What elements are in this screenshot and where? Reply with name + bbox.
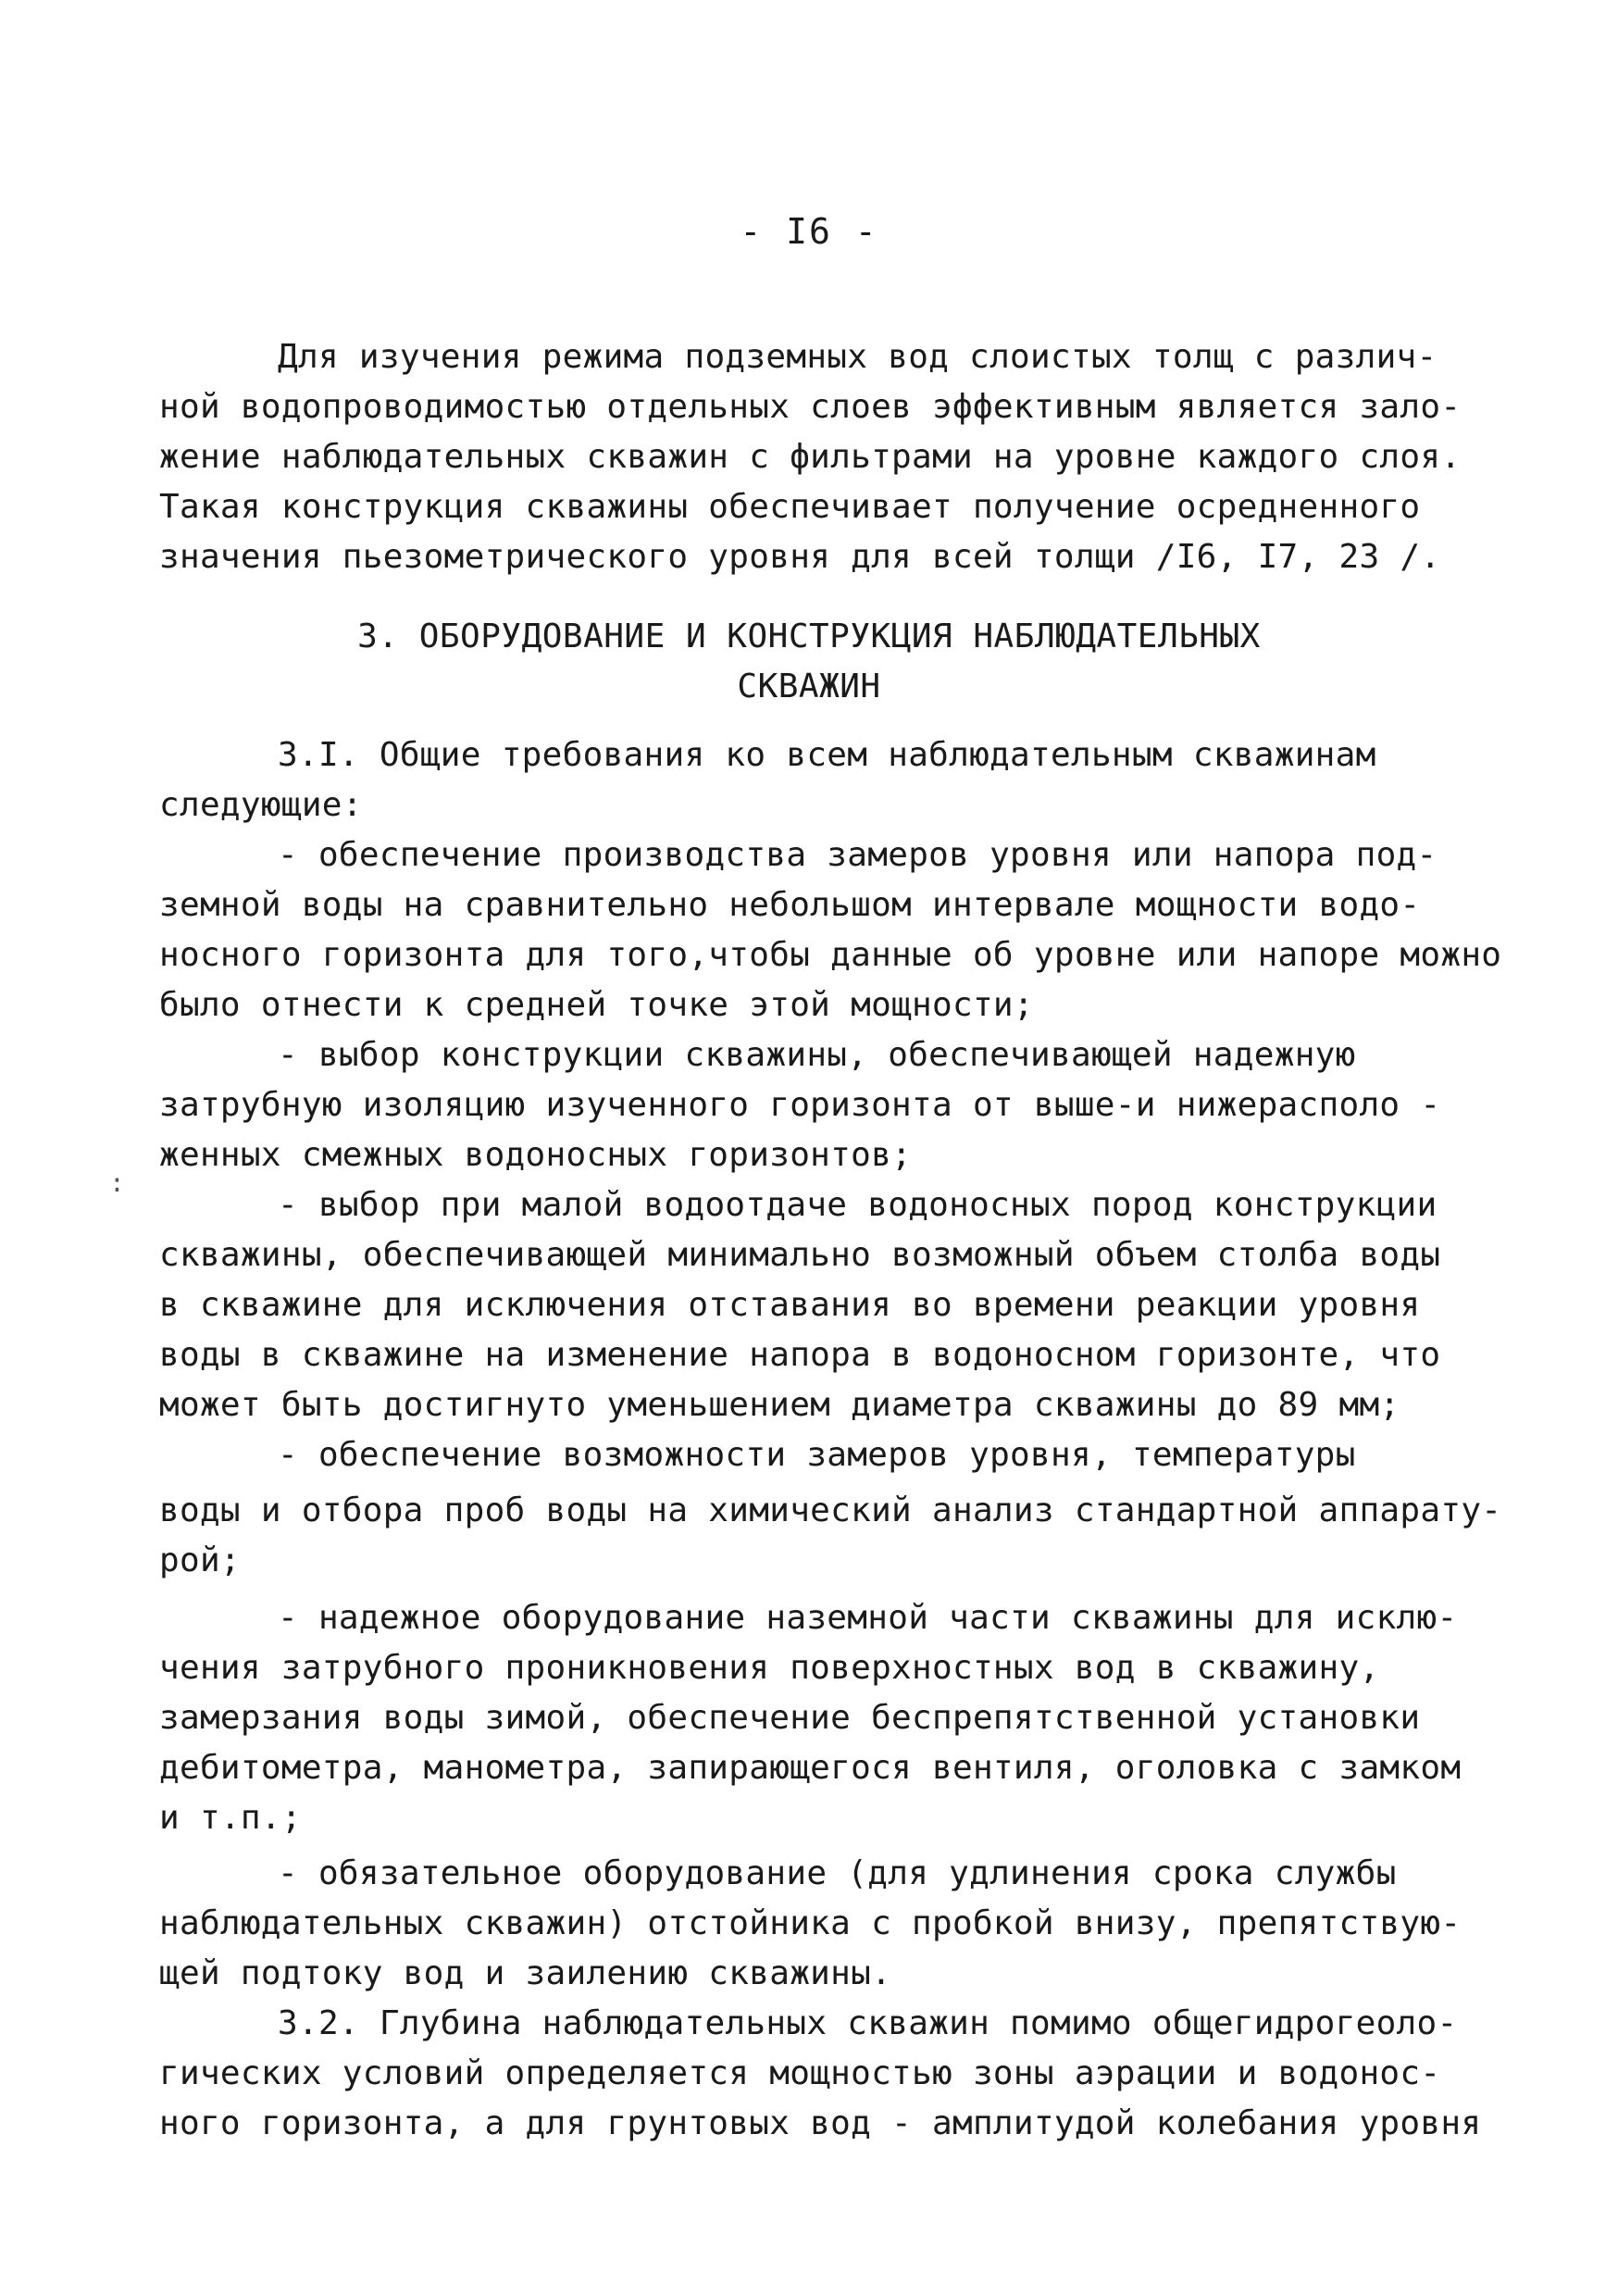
body-line: - выбор при малой водоотдаче водоносных пород конструкции [278, 1186, 1438, 1224]
body-line: воды в скважине на изменение напора в водоносном горизонте, что [159, 1336, 1441, 1374]
body-line: затрубную изоляцию изученного горизонта от выше-и нижерасполо - [159, 1086, 1441, 1124]
body-line: наблюдательных скважин) отстойника с пробкой внизу, препятствую- [159, 1904, 1462, 1942]
body-line: - обеспечение производства замеров уровня или напора под- [278, 836, 1438, 874]
intro-line: Такая конструкция скважины обеспечивает получение осредненного [159, 488, 1421, 526]
body-line: и т.п.; [159, 1799, 302, 1837]
section-heading-line-2: СКВАЖИН [737, 668, 881, 705]
body-line: - обеспечение возможности замеров уровня, температуры [278, 1436, 1356, 1474]
body-line: гических условий определяется мощностью зоны аэрации и водонос- [159, 2054, 1441, 2092]
body-line: - выбор конструкции скважины, обеспечивающей надежную [278, 1036, 1356, 1074]
body-line: может быть достигнуто уменьшением диаметра скважины до 89 мм; [159, 1386, 1400, 1424]
body-line: щей подтоку вод и заилению скважины. [159, 1954, 892, 1992]
body-line: 3.I. Общие требования ко всем наблюдательным скважинам [278, 736, 1376, 774]
body-line: дебитометра, манометра, запирающегося вентиля, оголовка с замком [159, 1749, 1462, 1787]
body-line: - обязательное оборудование (для удлинения срока службы [278, 1854, 1397, 1892]
body-line: чения затрубного проникновения поверхностных вод в скважину, [159, 1649, 1380, 1687]
intro-line: жение наблюдательных скважин с фильтрами на уровне каждого слоя. [159, 438, 1462, 476]
section-heading-line-1: 3. ОБОРУДОВАНИЕ И КОНСТРУКЦИЯ НАБЛЮДАТЕЛЬНЫХ [357, 618, 1261, 655]
intro-line: значения пьезометрического уровня для всей толщи /I6, I7, 23 /. [159, 538, 1441, 576]
body-line: замерзания воды зимой, обеспечение беспрепятственной установки [159, 1699, 1421, 1737]
body-line: - надежное оборудование наземной части скважины для исклю- [278, 1599, 1458, 1637]
body-line: ного горизонта, а для грунтовых вод - амплитудой колебания уровня [159, 2104, 1482, 2142]
body-line: было отнести к средней точке этой мощности; [159, 986, 1034, 1024]
body-line: носного горизонта для того,чтобы данные об уровне или напоре можно [159, 936, 1502, 974]
body-line: рой; [159, 1541, 241, 1579]
body-line: следующие: [159, 786, 363, 824]
body-line: земной воды на сравнительно небольшом интервале мощности водо- [159, 886, 1421, 924]
body-line: воды и отбора проб воды на химический анализ стандартной аппарату- [159, 1491, 1502, 1529]
body-line: 3.2. Глубина наблюдательных скважин помимо общегидрогеоло- [278, 2004, 1458, 2042]
body-line: скважины, обеспечивающей минимально возможный объем столба воды [159, 1236, 1441, 1274]
page-number: - I6 - [740, 211, 878, 252]
body-line: в скважине для исключения отставания во времени реакции уровня [159, 1286, 1421, 1324]
intro-line: Для изучения режима подземных вод слоистых толщ с различ- [278, 338, 1438, 376]
body-line: женных смежных водоносных горизонтов; [159, 1136, 913, 1174]
intro-line: ной водопроводимостью отдельных слоев эффективным является зало- [159, 388, 1462, 426]
margin-scan-mark: : [109, 1167, 125, 1198]
